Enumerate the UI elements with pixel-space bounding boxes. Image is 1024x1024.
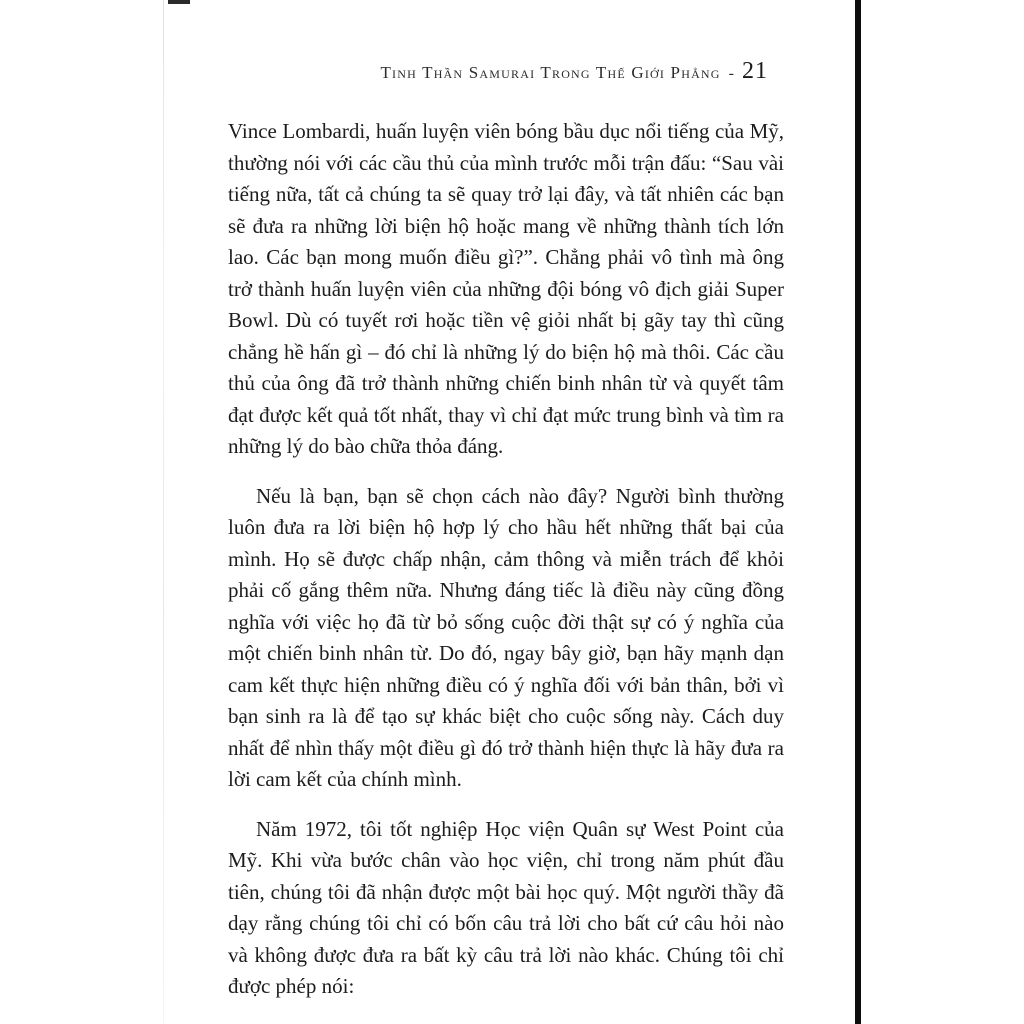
- running-header: [380, 58, 768, 85]
- paragraph-3: Năm 1972, tôi tốt nghiệp Học viện Quân sự West Point của Mỹ. Khi vừa bước chân vào học viện, chỉ trong năm phút đầu tiên, chúng tôi đã nhận được một bài học quý. Một người thầy đã dạy rằng chúng tôi chỉ có bốn câu trả lời cho bất cứ câu hỏi nào và không được đưa ra bất kỳ câu trả lời nào khác. Chúng tôi chỉ được phép nói:: [228, 816, 784, 998]
- scan-gutter-edge: [163, 0, 164, 1024]
- header-separator: -: [728, 65, 734, 82]
- paragraph-2: Nếu là bạn, bạn sẽ chọn cách nào đây? Người bình thường luôn đưa ra lời biện hộ hợp lý cho hầu hết những thất bại của mình. Họ sẽ được chấp nhận, cảm thông và miễn trách để khỏi phải cố gắng thêm nữa. Nhưng đáng tiếc là điều này cũng đồng nghĩa với việc họ đã từ bỏ sống cuộc đời thật sự có ý nghĩa của một chiến binh nhân từ. Do đó, ngay bây giờ, bạn hãy mạnh dạn cam kết thực hiện những điều có ý nghĩa đối với bản thân, bởi vì bạn sinh ra là để tạo sự khác biệt cho cuộc sống này. Cách duy nhất để nhìn thấy một điều gì đó trở thành hiện thực là hãy đưa ra lời cam kết của chính mình.: [228, 483, 784, 791]
- scan-artifact-mark: [168, 0, 190, 4]
- page-right-edge: [855, 0, 861, 1024]
- page-body: [228, 116, 784, 1021]
- page-number: 21: [742, 58, 768, 84]
- paragraph-1: Vince Lombardi, huấn luyện viên bóng bầu dục nổi tiếng của Mỹ, thường nói với các cầu thủ của mình trước mỗi trận đấu: “Sau vài tiếng nữa, tất cả chúng ta sẽ quay trở lại đây, và tất nhiên các bạn sẽ đưa ra những lời biện hộ hoặc mang về những thành tích lớn lao. Các bạn mong muốn điều gì?”. Chẳng phải vô tình mà ông trở thành huấn luyện viên của những đội bóng vô địch giải Super Bowl. Dù có tuyết rơi hoặc tiền vệ giỏi nhất bị gãy tay thì cũng chẳng hề hấn gì – đó chỉ là những lý do biện hộ mà thôi. Các cầu thủ của ông đã trở thành những chiến binh nhân từ và quyết tâm đạt được kết quả tốt nhất, thay vì chỉ đạt mức trung bình và tìm ra những lý do bào chữa thỏa đáng.: [228, 119, 784, 458]
- running-title: Tinh Thần Samurai Trong Thế Giới Phẳng: [380, 63, 721, 82]
